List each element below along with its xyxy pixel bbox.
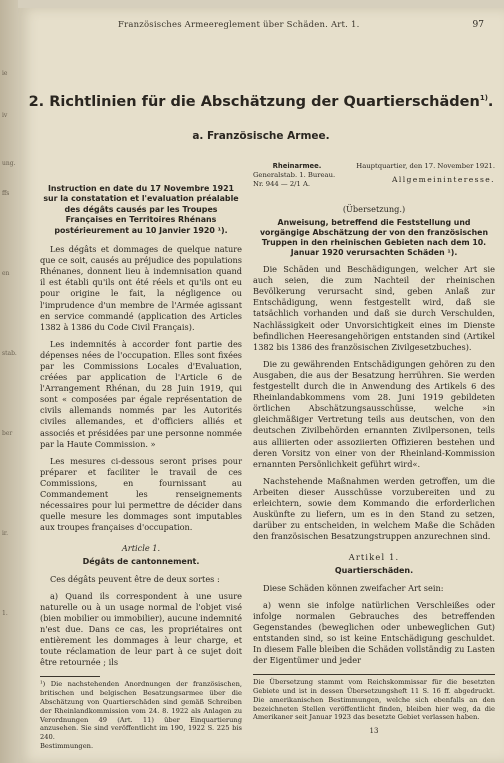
german-article-paragraph: a) wenn sie infolge natürlichen Verschleißes oder infolge normalen Gebrauches des betreffenden Gegenstandes (beweglichen oder unbeweglichen Gut) entstanden sind, so ist keine Entschädigung geschuldet. In diesem Falle bleiben die Schäden vollständig zu Lasten der Eigentümer und jeder <box>253 599 495 666</box>
gutter-mark: stab. <box>2 350 17 357</box>
german-article-paragraph: Diese Schäden können zweifacher Art sein: <box>263 582 444 593</box>
book-page <box>18 8 504 763</box>
signature-mark: 13 <box>369 727 379 736</box>
french-heading: Instruction en date du 17 Novembre 1921 sur la constatation et l'evaluation préalable des dégâts causés par les Troupes Françaises en Territoires Rhénans postérieurement au 10 Janvier 1920 ¹). <box>43 184 239 235</box>
french-column <box>40 162 242 751</box>
issuer-staff: Generalstab. 1. Bureau. <box>253 171 336 179</box>
book-gutter <box>0 0 18 763</box>
issuer-number: Nr. 944 — 2/1 A. <box>253 180 311 188</box>
french-paragraph: Les mesures ci-dessous seront prises pour préparer et faciliter le travail de ces Commissions, en fournissant au Commandement les renseignements nécessaires pour lui permettre de décider dans quelle mesure les dommages sont imputables aux troupes françaises d'occupation. <box>40 455 242 533</box>
german-paragraph: Die zu gewährenden Entschädigungen gehören zu den Ausgaben, die aus der Besatzung herrühren. Sie werden festgestellt durch die in Anwendung des Artikels 6 des Rheinlandabkommens vom 28. Juni 1919 gebildeten örtlichen Abschätzungsausschüsse, welche »in gleichmäßiger Vertretung teils aus deutschen, von den deutschen Zivilbehörden ernannten Zivilpersonen, teils aus alliierten oder assoziierten Offizieren bestehen und deren Vorsitz von einer von der Rheinland-Kommission ernannten Persönlichkeit geführt wird«. <box>253 358 495 469</box>
order-issuer <box>253 162 341 189</box>
french-paragraph: Les dégâts et dommages de quelque nature que ce soit, causés au préjudice des populations Rhénanes, donnent lieu à indemnisation quand il est établi qu'ils ont été réels et qu'ils ont eu pour origine le fait, la négligence ou l'imprudence d'un membre de l'Armée agissant en service commandé (application des Articles 1382 à 1386 du Code Civil Français). <box>40 244 242 332</box>
gutter-mark: ir. <box>2 530 9 537</box>
german-article-subtitle: Quartierschäden. <box>334 566 414 576</box>
issuer-army: Rheinarmee. <box>272 162 322 170</box>
french-article-paragraph: a) Quand ils correspondent à une usure naturelle ou à un usage normal de l'objet visé (bien mobilier ou immobilier), aucune indemnité n'est due. Dans ce cas, les propriétaires ont entièrement les dommages à leur charge, et toute réclamation de leur part à ce sujet doit être retournée ; ils <box>40 590 242 668</box>
german-column <box>253 162 495 737</box>
order-date: Hauptquartier, den 17. November 1921. <box>356 162 495 170</box>
section-title-text: 2. Richtlinien für die Abschätzung der Quartierschäden <box>28 94 480 110</box>
page-number: 97 <box>472 20 484 30</box>
german-paragraph: Die Schäden und Beschädigungen, welcher Art sie auch seien, die zum Nachteil der rheinischen Bevölkerung verursacht sind, geben Anlaß zur Entschädigung, wenn festgestellt wird, daß sie tatsächlich vorhanden und daß sie durch Verschulden, Nachlässigkeit oder Unvorsichtigkeit eines im Dienste befindlichen Heeresangehörigen entstanden sind (Artikel 1382 bis 1386 des französischen Zivilgesetzbuches). <box>253 264 495 352</box>
section-title: 2. Richtlinien für die Abschätzung der Quartierschäden$^{1)}$. <box>28 94 494 110</box>
gutter-mark: ung. <box>2 160 16 167</box>
gutter-mark: 1. <box>2 610 8 617</box>
order-place-date <box>345 162 495 184</box>
gutter-mark: iv <box>2 112 8 119</box>
footnote-rule <box>40 676 100 677</box>
order-interest: Allgemeininteresse. <box>391 175 495 184</box>
gutter-mark: ie <box>2 70 8 77</box>
footnote-rule <box>253 674 495 675</box>
order-header <box>253 162 495 202</box>
french-footnote: ¹) Die nachstehenden Anordnungen der französischen, britischen und belgischen Besatzungsarmee über die Abschätzung von Quartierschäden sind gemäß Schreiben der Rheinlandkommission vom 24. 8. 1922 als Anlagen zu Verordnungen 49 (Art. 11) über Einquartierung anzusehen. Sie sind veröffentlicht im 190, 1922 S. 225 bis 240. <box>40 680 242 742</box>
french-paragraph: Les indemnités à accorder font partie des dépenses nées de l'occupation. Elles sont fixées par les Commissions Locales d'Evaluation, créées par application de l'Article 6 de l'Arrangement Rhénan, du 28 Juin 1919, qui sont « composées par égale représentation de civils allemands nommés par les Autorités civiles allemandes, et d'officiers alliés et associés et présidées par une personne nommée par la Haute Commission. » <box>40 338 242 449</box>
gutter-mark: en <box>2 270 10 277</box>
german-paragraph: Nachstehende Maßnahmen werden getroffen, um die Arbeiten dieser Ausschüsse vorzubereiten und zu erleichtern, sowie dem Kommando die erforderlichen Auskünfte zu liefern, um es in den Stand zu setzen, darüber zu entscheiden, in welchem Maße die Schäden den französischen Besatzungstruppen anzurechnen sind. <box>253 475 495 542</box>
german-article-title: Artikel 1. <box>348 552 400 563</box>
running-head: Französisches Armeereglement über Schäden. Art. 1. <box>118 20 360 30</box>
gutter-mark: ber <box>2 430 13 437</box>
sub-title: a. Französische Armee. <box>192 130 330 142</box>
section-title-footnote-mark: 1) <box>479 94 488 103</box>
french-footnote-tail: Bestimmungen. <box>40 741 94 750</box>
german-footnote: Die Übersetzung stammt vom Reichskommissar für die besetzten Gebiete und ist in dessen Übersetzungsheft 11 S. 16 ff. abgedruckt. Die amerikanischen Bestimmungen, welche sich ebenfalls an den bezeichneten Stellen veröffentlicht finden, bleiben hier weg, da die Amerikaner seit Januar 1923 das besetzte Gebiet verlassen haben. <box>253 678 495 722</box>
french-article-title: Article 1. <box>121 543 161 554</box>
german-heading: Anweisung, betreffend die Feststellung und vorgängige Abschätzung der von den französischen Truppen in den rheinischen Gebieten nach dem 10. Januar 1920 verursachten Schäden ¹). <box>259 218 489 258</box>
french-article-subtitle: Dégâts de cantonnement. <box>82 557 200 567</box>
translation-note: (Übersetzung.) <box>342 204 406 214</box>
gutter-mark: ffs <box>2 190 10 197</box>
french-article-paragraph: Ces dégâts peuvent être de deux sortes : <box>50 573 220 584</box>
